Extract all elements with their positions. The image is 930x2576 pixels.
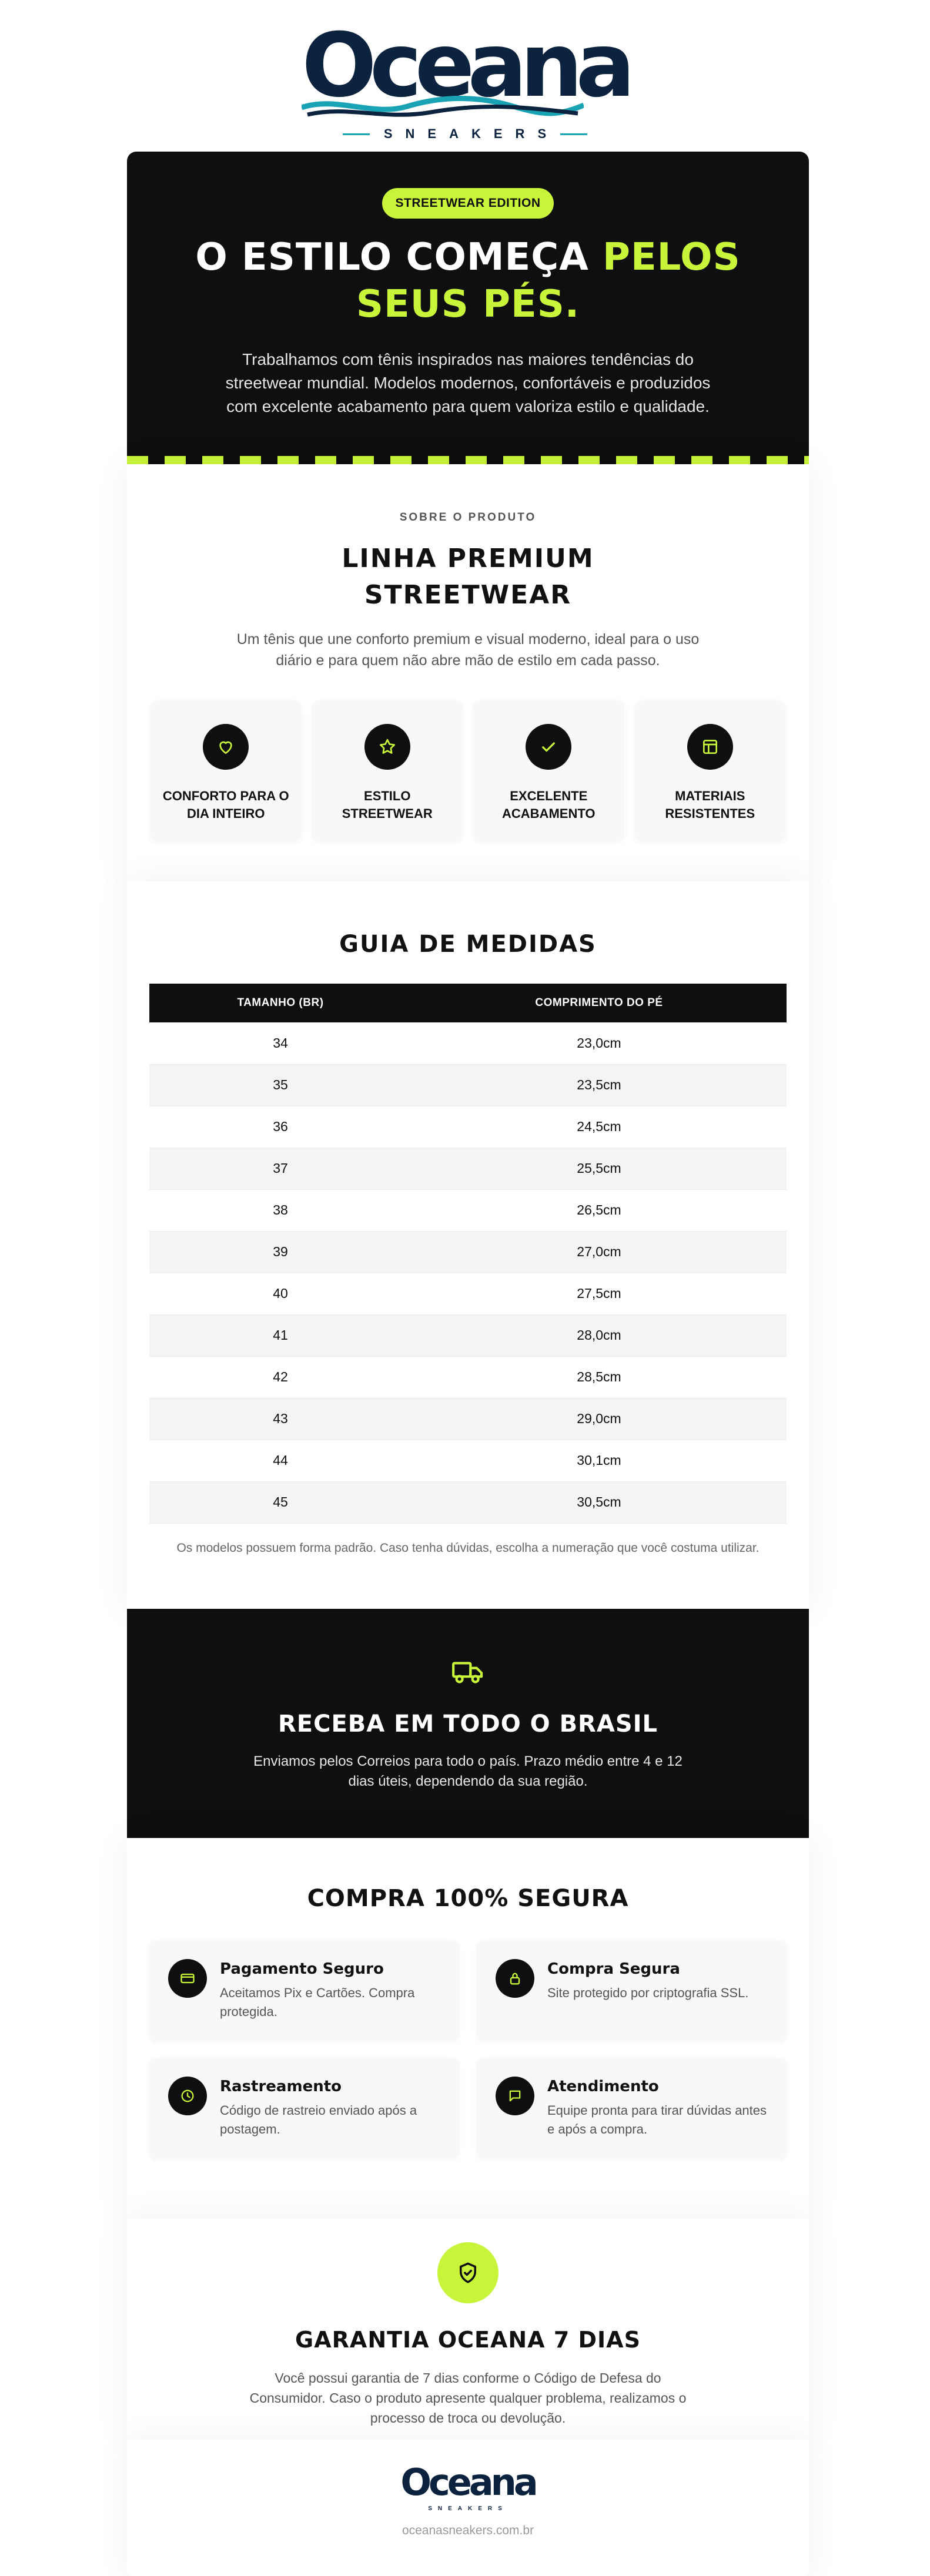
size-cell: 42 <box>149 1356 412 1398</box>
feature-label: EXCELENTE ACABAMENTO <box>502 789 596 821</box>
guarantee-title: GARANTIA OCEANA 7 DIAS <box>295 2327 641 2353</box>
length-cell: 29,0cm <box>412 1398 787 1440</box>
hero-section <box>127 152 809 464</box>
length-cell: 30,5cm <box>412 1481 787 1523</box>
length-cell: 28,5cm <box>412 1356 787 1398</box>
length-cell: 24,5cm <box>412 1106 787 1148</box>
footer-logo[interactable]: Oceana <box>400 2461 536 2504</box>
brand-subtitle <box>343 126 587 142</box>
table-header-row <box>149 984 787 1022</box>
size-cell: 45 <box>149 1481 412 1523</box>
feature-card <box>312 700 463 841</box>
length-cell: 27,5cm <box>412 1273 787 1314</box>
table-row <box>149 1398 787 1440</box>
security-grid <box>127 1940 809 2159</box>
security-card <box>477 1940 787 2041</box>
size-cell: 43 <box>149 1398 412 1440</box>
size-cell: 40 <box>149 1273 412 1314</box>
truck-icon <box>451 1657 485 1686</box>
security-item-description: Equipe pronta para tirar dúvidas antes e após a compra. <box>547 2103 767 2136</box>
length-cell: 30,1cm <box>412 1440 787 1481</box>
star-icon <box>364 724 410 770</box>
feature-label: MATERIAIS RESISTENTES <box>665 789 755 821</box>
dashed-divider <box>127 456 809 464</box>
lock-icon <box>496 1959 534 1998</box>
length-cell: 25,5cm <box>412 1148 787 1189</box>
column-header: COMPRIMENTO DO PÉ <box>412 984 787 1022</box>
footer <box>127 2440 809 2576</box>
guarantee-section <box>127 2219 809 2440</box>
chat-icon <box>496 2077 534 2115</box>
about-section <box>127 464 809 881</box>
security-item-title: Atendimento <box>547 2078 659 2095</box>
table-row <box>149 1064 787 1106</box>
about-title <box>127 541 809 613</box>
hero-title-line1: O ESTILO COMEÇA <box>195 236 589 279</box>
table-row <box>149 1440 787 1481</box>
feature-card <box>473 700 624 841</box>
check-icon <box>526 724 571 770</box>
divider <box>560 133 587 135</box>
clock-icon <box>168 2077 207 2115</box>
size-guide-title: GUIA DE MEDIDAS <box>339 931 597 958</box>
shield-check-icon <box>437 2242 499 2303</box>
length-cell: 23,5cm <box>412 1064 787 1106</box>
brand-subtitle-text: SNEAKERS <box>383 126 560 141</box>
table-row <box>149 1189 787 1231</box>
length-cell: 28,0cm <box>412 1314 787 1356</box>
hero-title-highlight2: SEUS PÉS. <box>356 283 580 326</box>
size-guide-section <box>127 881 809 1609</box>
size-cell: 37 <box>149 1148 412 1189</box>
security-item-title: Compra Segura <box>547 1960 680 1978</box>
about-eyebrow: SOBRE O PRODUTO <box>399 511 537 524</box>
about-description: Um tênis que une conforto premium e visual moderno, ideal para o uso diário e para quem não abre mão de estilo em cada passo. <box>236 631 700 669</box>
security-item-title: Pagamento Seguro <box>220 1960 384 1978</box>
length-cell: 27,0cm <box>412 1231 787 1273</box>
security-section <box>127 1838 809 2219</box>
feature-list <box>127 700 809 841</box>
table-row <box>149 1106 787 1148</box>
credit-card-icon <box>168 1959 207 1998</box>
brand-header <box>0 0 930 152</box>
divider <box>343 133 370 135</box>
brand-logo-text: Oceana <box>302 15 628 117</box>
feature-label: ESTILO STREETWEAR <box>342 789 433 821</box>
feature-label: CONFORTO PARA O DIA INTEIRO <box>162 789 289 821</box>
hero-description: Trabalhamos com tênis inspirados nas maiores tendências do streetwear mundial. Modelos modernos, confortáveis e produzidos com excelente acabamento para quem valoriza estilo e qualidade. <box>225 350 711 415</box>
size-cell: 38 <box>149 1189 412 1231</box>
security-item-description: Código de rastreio enviado após a postagem. <box>220 2103 417 2136</box>
layout-icon <box>687 724 733 770</box>
table-row <box>149 1022 787 1064</box>
wave-icon <box>302 95 584 118</box>
security-item-description: Site protegido por criptografia SSL. <box>547 1985 749 2000</box>
brand-logo[interactable] <box>302 15 628 117</box>
table-row <box>149 1314 787 1356</box>
security-item-description: Aceitamos Pix e Cartões. Compra protegida. <box>220 1985 415 2019</box>
size-cell: 35 <box>149 1064 412 1106</box>
size-cell: 44 <box>149 1440 412 1481</box>
hero-title-highlight1: PELOS <box>603 236 741 279</box>
shipping-description: Enviamos pelos Correios para todo o país. Prazo médio entre 4 e 12 dias úteis, dependendo da sua região. <box>253 1753 683 1789</box>
security-card <box>149 1940 459 2041</box>
shipping-section <box>127 1609 809 1838</box>
security-title: COMPRA 100% SEGURA <box>307 1885 629 1912</box>
length-cell: 23,0cm <box>412 1022 787 1064</box>
guarantee-description: Você possui garantia de 7 dias conforme o Código de Defesa do Consumidor. Caso o produto apresente qualquer problema, realizamos o processo de troca ou devolução. <box>249 2370 687 2426</box>
heart-icon <box>203 724 249 770</box>
size-cell: 39 <box>149 1231 412 1273</box>
footer-logo-subtitle: SNEAKERS <box>428 2505 508 2512</box>
column-header: TAMANHO (BR) <box>149 984 412 1022</box>
table-row <box>149 1481 787 1523</box>
about-title-line1: LINHA PREMIUM <box>342 544 594 573</box>
footer-url-link[interactable]: oceanasneakers.com.br <box>402 2524 534 2537</box>
edition-badge: STREETWEAR EDITION <box>382 188 553 219</box>
table-row <box>149 1356 787 1398</box>
security-item-title: Rastreamento <box>220 2078 342 2095</box>
length-cell: 26,5cm <box>412 1189 787 1231</box>
shipping-title: RECEBA EM TODO O BRASIL <box>277 1710 658 1738</box>
about-title-line2: STREETWEAR <box>364 580 572 610</box>
size-guide-note: Os modelos possuem forma padrão. Caso tenha dúvidas, escolha a numeração que você costuma utilizar. <box>176 1541 760 1555</box>
table-row <box>149 1231 787 1273</box>
size-cell: 41 <box>149 1314 412 1356</box>
table-row <box>149 1273 787 1314</box>
feature-card <box>635 700 786 841</box>
hero-title <box>127 234 809 328</box>
size-cell: 36 <box>149 1106 412 1148</box>
security-card <box>149 2058 459 2159</box>
feature-card <box>150 700 302 841</box>
size-cell: 34 <box>149 1022 412 1064</box>
size-table <box>149 984 787 1524</box>
table-row <box>149 1148 787 1189</box>
security-card <box>477 2058 787 2159</box>
